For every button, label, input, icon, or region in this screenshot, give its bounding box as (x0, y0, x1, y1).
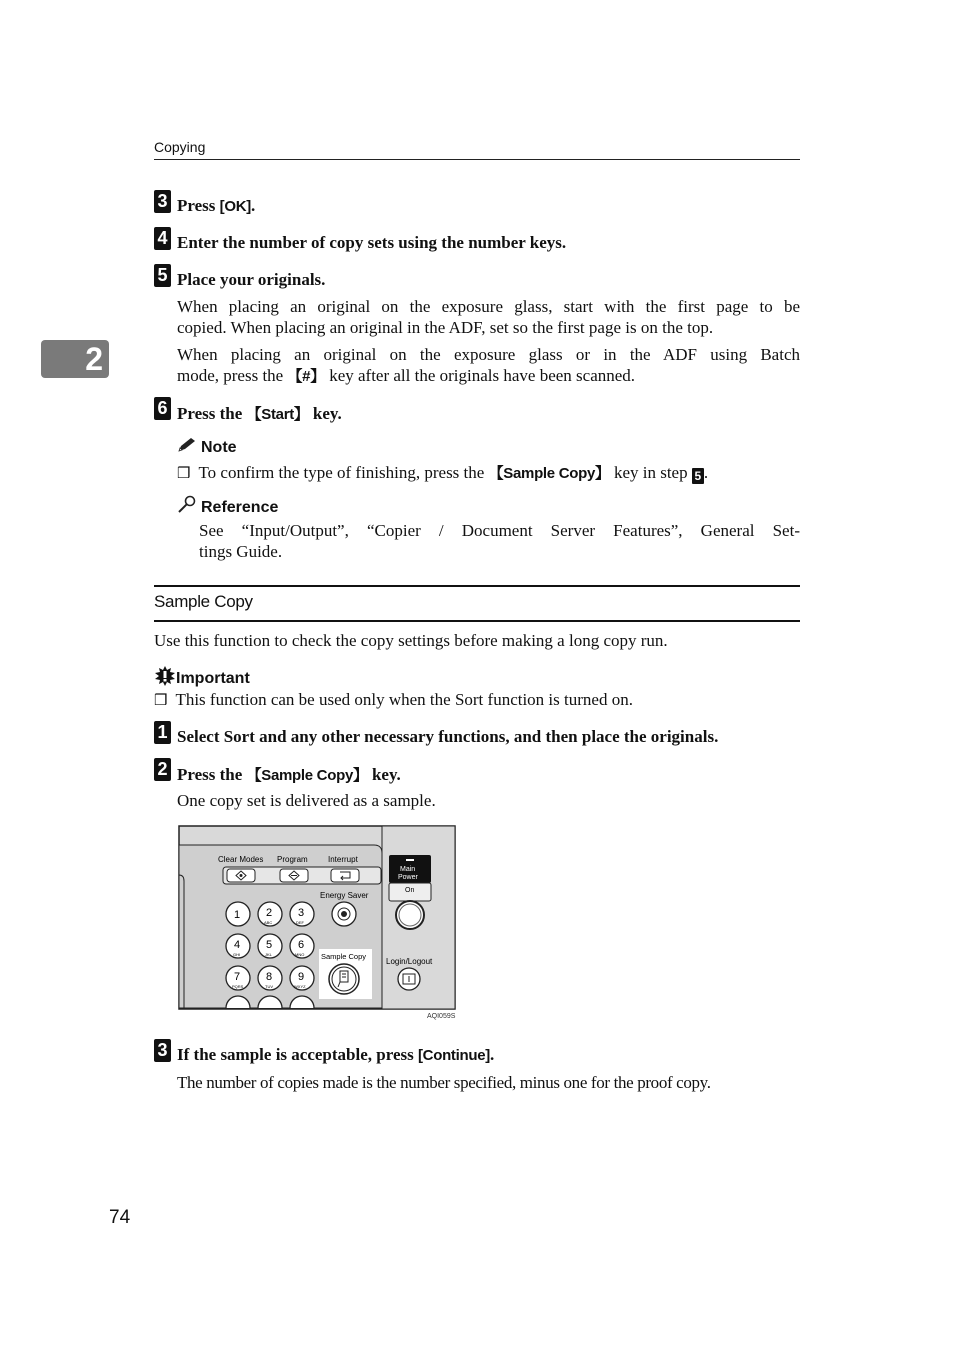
step-number: 6 (154, 397, 171, 420)
header-rule (154, 159, 800, 160)
svg-text:Power: Power (398, 874, 418, 881)
svg-text:JKL: JKL (265, 952, 272, 957)
step-number: 3 (154, 190, 171, 213)
keypad-key-2: 2 (266, 907, 273, 919)
step-reference: 5 (692, 468, 704, 484)
keypad-key-8: 8 (266, 971, 273, 983)
section-title: Sample Copy (154, 592, 253, 611)
key-label: [OK] (219, 198, 251, 215)
section-rule (154, 620, 800, 622)
reference-text: See “Input/Output”, “Copier / Document Server Features”, General Set- tings Guide. (199, 521, 800, 561)
energy-saver-label: Energy Saver (320, 891, 369, 900)
svg-text:TUV: TUV (265, 984, 273, 989)
important-heading: Important (154, 666, 250, 688)
main-power-label: Main (400, 866, 416, 873)
section-intro: Use this function to check the copy settings before making a long copy run. (154, 631, 668, 650)
pencil-icon (177, 437, 197, 453)
svg-text:ABC: ABC (264, 920, 273, 925)
on-label: On (405, 887, 415, 894)
login-logout-label: Login/Logout (386, 957, 433, 966)
step-number: 5 (154, 264, 171, 287)
keypad-key-6: 6 (298, 939, 305, 951)
key-label: 【Sample Copy】 (488, 465, 610, 482)
chapter-tab: 2 (41, 340, 109, 378)
step-number: 2 (154, 758, 171, 781)
step-number: 4 (154, 227, 171, 250)
step-number: 1 (154, 721, 171, 744)
svg-text:DEF: DEF (296, 920, 304, 925)
keypad-key-3: 3 (298, 907, 305, 919)
step-number: 3 (154, 1039, 171, 1062)
control-panel-illustration (178, 825, 456, 1010)
step-text: If the sample is acceptable, press [Continue]. (177, 1045, 495, 1064)
step-text: Press the 【Start】 key. (177, 404, 342, 423)
keypad-key-1: 1 (234, 909, 241, 921)
step-paragraph: When placing an original on the exposure glass or in the ADF using Batch mode, press the 【#】 key after all the originals have been scanned. (177, 345, 800, 385)
hash-key-label: 【#】 (287, 367, 325, 385)
step-detail: The number of copies made is the number specified, minus one for the proof copy. (177, 1073, 711, 1092)
important-item: ❒ This function can be used only when the Sort function is turned on. (154, 690, 633, 709)
checkbox-bullet: ❒ (154, 693, 168, 709)
program-label: Program (277, 855, 308, 864)
energy-saver-icon (341, 911, 347, 917)
checkbox-bullet: ❒ (177, 466, 191, 482)
main-power-button (396, 901, 424, 929)
figure-caption: AQI059S (427, 1013, 456, 1020)
step-text: Enter the number of copy sets using the number keys. (177, 233, 567, 252)
key-label: 【Sample Copy】 (246, 767, 368, 784)
note-item: ❒ To confirm the type of finishing, press the 【Sample Copy】 key in step 5 . (177, 463, 709, 483)
svg-text:GHI: GHI (233, 952, 241, 957)
magnifier-icon (177, 495, 197, 513)
running-header: Copying (154, 139, 206, 155)
keypad-key-7: 7 (234, 971, 241, 983)
svg-text:WXYZ: WXYZ (294, 984, 306, 989)
step-text: Press the 【Sample Copy】 key. (177, 765, 401, 784)
keypad-key-4: 4 (234, 939, 241, 951)
section-rule (154, 585, 800, 587)
sample-copy-label: Sample Copy (321, 952, 367, 961)
page-number: 74 (109, 1207, 131, 1228)
clear-modes-label: Clear Modes (218, 855, 264, 864)
keypad-key-5: 5 (266, 939, 273, 951)
step-detail: One copy set is delivered as a sample. (177, 791, 436, 810)
important-icon (154, 666, 176, 686)
step-text: Place your originals. (177, 270, 326, 289)
step-text: Press [OK]. (177, 196, 256, 215)
reference-heading: Reference (177, 495, 278, 517)
key-label: 【Start】 (246, 406, 309, 423)
keypad-key-9: 9 (298, 971, 305, 983)
step-paragraph: When placing an original on the exposure glass, start with the first page to be copied. When placing an original in the ADF, set so the first page is on the top. (177, 297, 800, 337)
key-label: [Continue] (417, 1047, 490, 1064)
note-heading: Note (177, 437, 237, 457)
svg-text:PQRS: PQRS (232, 984, 244, 989)
svg-text:MNO: MNO (295, 952, 305, 957)
interrupt-label: Interrupt (328, 855, 358, 864)
step-text: Select Sort and any other necessary functions, and then place the originals. (177, 727, 719, 746)
